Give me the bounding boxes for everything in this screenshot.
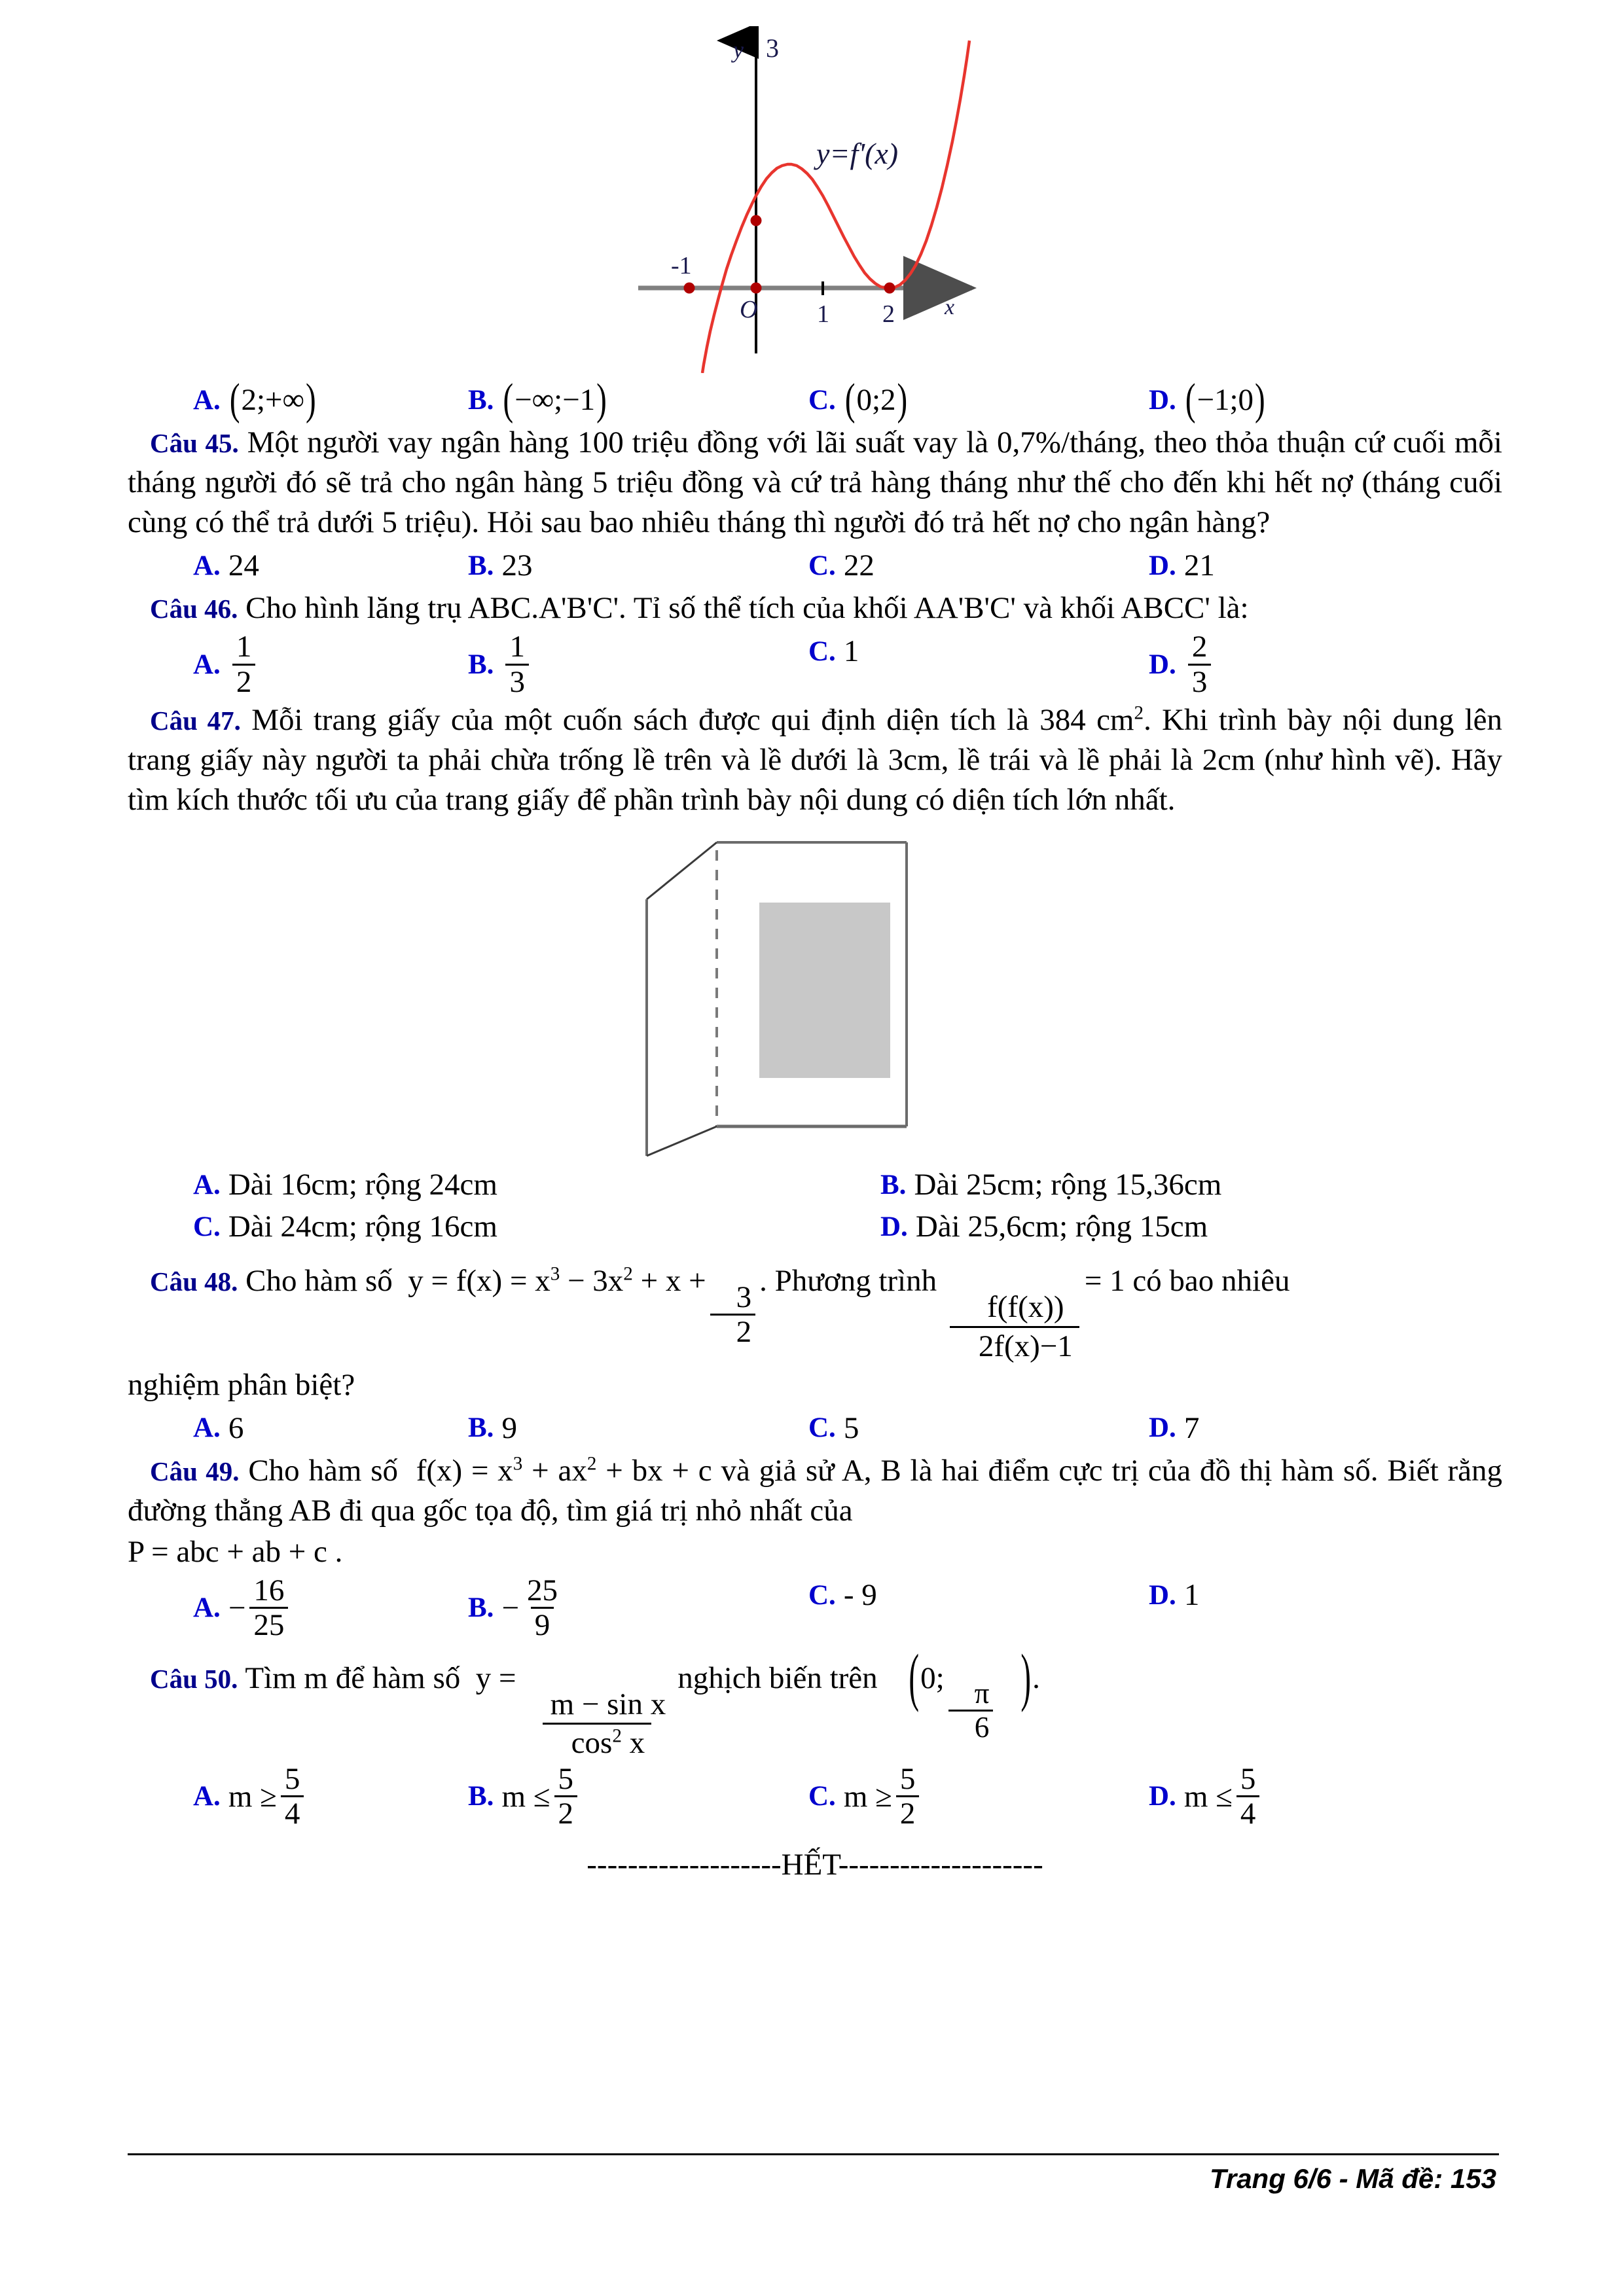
q48-big-fraction [950, 1290, 1079, 1363]
option-fraction [505, 631, 529, 698]
option-label: C. [193, 1211, 221, 1242]
fraction-denominator: 6 [948, 1710, 994, 1742]
option-text: 24 [228, 548, 259, 583]
option-label: C. [808, 636, 836, 667]
cover-top-slant [647, 842, 717, 899]
x-axis-label: x [945, 295, 955, 319]
fraction-numerator: 3 [736, 1280, 752, 1314]
option-label: B. [468, 1592, 494, 1624]
interval-open-paren: ( [909, 1641, 920, 1713]
fraction-numerator: f(f(x)) [987, 1290, 1064, 1325]
q48-option-c[interactable] [808, 1408, 1149, 1448]
q46-option-a[interactable] [128, 631, 468, 698]
curve-label: y=f'(x) [816, 137, 899, 170]
option-label: A. [193, 1169, 221, 1200]
q48-options [128, 1408, 1502, 1448]
q44-option-c[interactable] [808, 375, 1149, 425]
q49-formula-base: f(x) = x [416, 1453, 513, 1488]
q49-formula2: P = abc + ab + c . [128, 1534, 343, 1569]
option-label: A. [193, 384, 221, 416]
q48-lead: Cho hàm số [245, 1264, 393, 1299]
q50-option-a[interactable] [128, 1763, 468, 1830]
option-label: D. [1149, 649, 1176, 680]
fraction-denominator: 2 [710, 1314, 756, 1348]
q48-mid4: = 1 có bao nhiêu [1084, 1264, 1290, 1299]
q48-block [128, 1261, 1502, 1363]
q48-option-b[interactable] [468, 1408, 808, 1448]
den-base: cos [571, 1726, 613, 1761]
option-sign: − [228, 1590, 246, 1625]
q50-interval [885, 1641, 1032, 1744]
option-label: A. [193, 649, 221, 680]
option-label: D. [1149, 1412, 1176, 1444]
option-text: Dài 25cm; rộng 15,36cm [914, 1168, 1222, 1202]
q48-exp2: 2 [623, 1263, 633, 1285]
option-label: A. [193, 1592, 221, 1624]
fraction-denominator: 2 [232, 664, 256, 698]
option-label: D. [880, 1211, 908, 1242]
q44-option-d[interactable] [1149, 375, 1489, 425]
option-text: - 9 [843, 1578, 877, 1613]
option-text: Dài 25,6cm; rộng 15cm [915, 1210, 1208, 1244]
option-text: (−1;0) [1185, 375, 1265, 425]
q47-options-row2 [128, 1206, 1502, 1247]
fraction-numerator: 5 [899, 1762, 916, 1797]
q44-option-b[interactable] [468, 375, 808, 425]
q48-option-d[interactable] [1149, 1408, 1489, 1448]
option-fraction [281, 1763, 304, 1830]
q46-number: Câu 46. [150, 594, 238, 624]
option-text: 9 [501, 1410, 517, 1445]
fraction-denominator: 2 [554, 1795, 578, 1829]
q48-fraction [710, 1282, 756, 1348]
q46-body: Cho hình lăng trụ ABC.A'B'C'. Tỉ số thể tích của khối AA'B'C' và khối ABCC' là: [245, 591, 1249, 626]
option-text: 1 [843, 634, 859, 669]
y-axis-label: y [733, 37, 744, 63]
q50-lead: Tìm m để hàm số [245, 1660, 461, 1695]
q47-block [128, 700, 1502, 820]
option-text: 23 [501, 548, 533, 583]
q48-mid1: − 3x [560, 1264, 624, 1299]
q49-formula [416, 1454, 712, 1488]
q49-option-d[interactable] [1149, 1575, 1489, 1615]
q49-mid2: + bx + c [596, 1453, 712, 1488]
fraction-numerator: 5 [558, 1762, 574, 1797]
q45-number: Câu 45. [150, 428, 239, 458]
option-label: C. [808, 1412, 836, 1444]
den-tail: x [621, 1726, 645, 1761]
interval-fraction [948, 1678, 994, 1742]
option-text: 5 [843, 1410, 859, 1445]
option-label: D. [1149, 1579, 1176, 1611]
q47-option-a[interactable] [128, 1164, 815, 1205]
origin-point [751, 283, 762, 294]
q50-number: Câu 50. [150, 1663, 238, 1694]
q50-block [128, 1641, 1502, 1761]
fraction-denominator: 3 [505, 664, 529, 698]
option-text: (0;2) [844, 375, 908, 425]
option-sign: − [501, 1590, 519, 1625]
q49-mid1: + ax [522, 1453, 587, 1488]
q47-superscript: 2 [1134, 702, 1144, 724]
q50-fraction [522, 1687, 673, 1761]
book-figure-svg [641, 831, 988, 1158]
q50-tail: . [1032, 1660, 1040, 1695]
option-label: C. [808, 1781, 836, 1812]
q50-option-c[interactable] [808, 1763, 1149, 1830]
option-label: B. [880, 1169, 907, 1200]
q50-option-d[interactable] [1149, 1763, 1489, 1830]
q47-option-d[interactable] [815, 1206, 1502, 1247]
q48-exp3: 3 [550, 1263, 560, 1285]
q47-number: Câu 47. [150, 706, 241, 736]
fraction-numerator: 1 [509, 630, 525, 664]
option-label: A. [193, 1412, 221, 1444]
fraction-numerator: m − sin x [550, 1687, 666, 1721]
q49-exp2: 2 [586, 1453, 597, 1475]
q49-option-b[interactable] [468, 1575, 808, 1641]
fraction-numerator: π [974, 1677, 990, 1710]
page-content [128, 26, 1502, 1882]
q44-options [128, 375, 1502, 425]
option-text: Dài 16cm; rộng 24cm [228, 1168, 497, 1202]
q48-mid2: + x + [632, 1264, 706, 1299]
fraction-denominator: 25 [249, 1607, 288, 1641]
option-fraction [1188, 631, 1212, 698]
option-label: B. [468, 1412, 494, 1444]
q49-block [128, 1451, 1502, 1531]
option-label: D. [1149, 384, 1176, 416]
fraction-numerator: 5 [284, 1762, 300, 1797]
option-text: 7 [1183, 1410, 1200, 1445]
option-label: D. [1149, 550, 1176, 581]
book-page-figure [128, 831, 1502, 1158]
option-text: 22 [843, 548, 875, 583]
q47-options-row1 [128, 1164, 1502, 1205]
option-text: m ≥ [228, 1779, 277, 1814]
option-text: Dài 24cm; rộng 16cm [228, 1210, 497, 1244]
x-tick-label-minus1: -1 [671, 252, 692, 279]
q48-mid3: . Phương trình [759, 1264, 937, 1299]
q50-option-b[interactable] [468, 1763, 808, 1830]
option-label: A. [193, 1781, 221, 1812]
den-exp: 2 [612, 1725, 622, 1747]
q45-option-a[interactable] [128, 545, 468, 586]
fraction-numerator: 2 [1191, 630, 1208, 664]
q48-formula [408, 1263, 759, 1350]
option-text: 21 [1183, 548, 1215, 583]
option-label: C. [808, 550, 836, 581]
q49-option-c[interactable] [808, 1575, 1149, 1615]
q47-body-1: Mỗi trang giấy của một cuốn sách được qui định diện tích là 384 cm [251, 703, 1134, 738]
end-of-exam-marker: -------------------HẾT-------------------- [586, 1847, 1043, 1882]
q48-option-a[interactable] [128, 1408, 468, 1448]
option-label: D. [1149, 1781, 1176, 1812]
option-label: B. [468, 1781, 494, 1812]
q48-formula-left: y = f(x) = x [408, 1264, 550, 1299]
content-area-block [759, 903, 890, 1078]
q49-body-cont: và giả sử A, B là hai điểm cực trị của đồ thị hàm số. Biết rằng đường thẳng AB đi qua gốc tọa độ, tìm giá trị nhỏ nhất của [128, 1453, 1503, 1528]
q49-options [128, 1575, 1502, 1641]
q46-option-c[interactable] [808, 631, 1149, 672]
page-footer: Trang 6/6 - Mã đề: 153 [1209, 2163, 1496, 2194]
fraction-denominator: 9 [531, 1607, 554, 1641]
x-tick-label-1: 1 [817, 300, 829, 328]
q46-options [128, 631, 1502, 698]
cover-bottom-slant [647, 1126, 717, 1156]
option-fraction [249, 1575, 288, 1641]
q47-option-b[interactable] [815, 1164, 1502, 1205]
root-point-2 [884, 283, 895, 294]
q45-option-b[interactable] [468, 545, 808, 586]
q49-option-a[interactable] [128, 1575, 468, 1641]
option-text: 6 [228, 1410, 244, 1445]
q46-option-b[interactable] [468, 631, 808, 698]
q49-number: Câu 49. [150, 1456, 240, 1486]
q45-body: Một người vay ngân hàng 100 triệu đồng với lãi suất vay là 0,7%/tháng, theo thỏa thuận cứ cuối mỗi tháng người đó sẽ trả cho ngân hàng 5 triệu đồng và cứ trả hàng tháng như thế cho đến khi hết nợ (tháng cuối cùng có thể trả dưới 5 triệu). Hỏi sau bao nhiêu tháng thì người đó trả hết nợ cho ngân hàng? [128, 425, 1502, 540]
q48-number: Câu 48. [150, 1266, 238, 1297]
option-text: (−∞;−1) [503, 375, 607, 425]
x-tick-label-2: 2 [882, 300, 895, 328]
option-fraction [896, 1763, 920, 1830]
q46-block [128, 588, 1502, 628]
interval-close-paren: ) [1020, 1641, 1032, 1713]
option-text: m ≤ [1183, 1779, 1233, 1814]
q44-option-a[interactable] [128, 375, 468, 425]
root-point-minus1 [684, 283, 695, 294]
q50-mid: nghịch biến trên [677, 1660, 878, 1695]
option-label: C. [808, 384, 836, 416]
q45-block [128, 423, 1502, 543]
q47-body-2: . Khi trình bày nội dung lên trang giấy này người ta phải chừa trống lề trên và lề dưới là 3cm, lề trái và lề phải là 2cm (như hình vẽ). Hãy tìm kích thước tối ưu của trang giấy để phần trình bày nội dung có diện tích lớn nhất. [128, 703, 1503, 817]
option-text: m ≤ [501, 1779, 550, 1814]
option-text: m ≥ [843, 1779, 892, 1814]
fraction-denominator: 2 [896, 1795, 920, 1829]
q45-options [128, 545, 1502, 586]
q50-eq-lhs: y = [475, 1660, 516, 1695]
y-intercept-point [751, 215, 762, 226]
option-label: B. [468, 550, 494, 581]
option-fraction [554, 1763, 578, 1830]
fraction-numerator: 25 [526, 1573, 558, 1608]
fraction-denominator: 4 [1236, 1795, 1260, 1829]
option-label: B. [468, 649, 494, 680]
fraction-denominator [543, 1723, 651, 1761]
q49-lead: Cho hàm số [248, 1453, 399, 1488]
q47-option-c[interactable] [128, 1206, 815, 1247]
q46-option-d[interactable] [1149, 631, 1489, 698]
fraction-denominator: 4 [281, 1795, 304, 1829]
option-label: B. [468, 384, 494, 416]
fraction-numerator: 5 [1240, 1762, 1256, 1797]
option-text: (2;+∞) [229, 375, 316, 425]
y-tick-label-3: 3 [766, 33, 779, 63]
interval-left: 0; [920, 1660, 945, 1695]
fraction-denominator: 3 [1188, 664, 1212, 698]
derivative-graph-svg [632, 26, 998, 373]
option-text: 1 [1183, 1578, 1200, 1613]
option-fraction [232, 631, 256, 698]
q48-tail: nghiệm phân biệt? [128, 1367, 355, 1402]
fraction-numerator: 1 [236, 630, 252, 664]
q50-equation [475, 1660, 677, 1761]
q50-options [128, 1763, 1502, 1830]
fraction-numerator: 16 [253, 1573, 285, 1608]
option-fraction [1236, 1763, 1260, 1830]
fraction-denominator: 2f(x)−1 [950, 1326, 1079, 1364]
q45-option-d[interactable] [1149, 545, 1489, 586]
origin-label: O [740, 296, 758, 323]
option-fraction [523, 1575, 562, 1641]
derivative-graph-figure [128, 26, 1502, 373]
footer-divider [128, 2153, 1499, 2155]
option-label: C. [808, 1579, 836, 1611]
q49-exp3: 3 [513, 1453, 523, 1475]
option-label: A. [193, 550, 221, 581]
q45-option-c[interactable] [808, 545, 1149, 586]
